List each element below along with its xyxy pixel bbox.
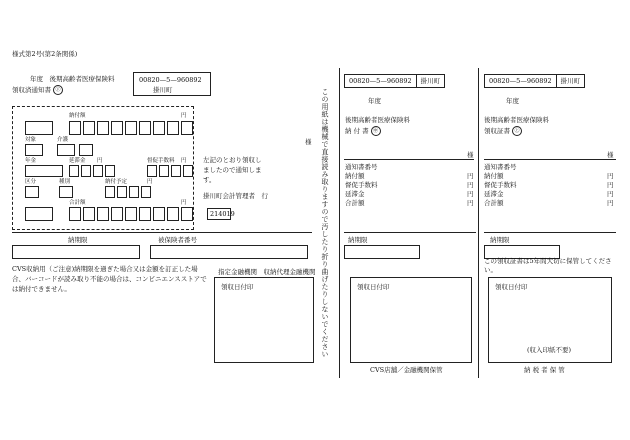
middle-hoken: 後期高齢者医療保険料: [345, 116, 410, 124]
label-entai: 延滞金: [69, 158, 86, 164]
middle-ryoshu-stamp: 領収日付印: [357, 283, 390, 291]
cell-r2-a: [25, 144, 43, 156]
cell-r5-3: [97, 207, 109, 221]
middle-yen-3: 円: [467, 190, 474, 198]
right-circle-mark: ㊤: [512, 126, 522, 136]
left-circle-mark: ㊦: [53, 85, 63, 95]
right-title-text: 領収証書: [484, 127, 510, 135]
cell-r2-b: [57, 144, 75, 156]
middle-yen-1: 円: [467, 172, 474, 180]
middle-row-4: 合計額: [345, 199, 365, 207]
right-row-2: 督促手数料: [484, 181, 517, 189]
middle-yen-2: 円: [467, 181, 474, 189]
middle-row-3: 延滞金: [345, 190, 365, 198]
middle-title: [345, 126, 381, 136]
cell-r5-7: [153, 207, 165, 221]
left-town: 掛川町: [153, 86, 173, 94]
yen-2: 円: [97, 158, 103, 164]
cell-r4-4: [141, 186, 151, 198]
right-yen-4: 円: [607, 199, 614, 207]
middle-circle-mark: ㊥: [371, 126, 381, 136]
cell-r5-6: [139, 207, 151, 221]
label-kaigo: 介護: [57, 137, 69, 143]
cell-r1-6: [139, 121, 151, 135]
label-tokusoku: 督促手数料: [147, 158, 175, 164]
middle-code: 00820—5—960892: [349, 77, 412, 85]
middle-footer: CVS店舗／金融機関保管: [370, 366, 443, 374]
middle-nokigen: 納期限: [348, 236, 368, 244]
form-label: 様式第2号(第2条関係): [12, 50, 78, 58]
middle-row-2: 督促手数料: [345, 181, 378, 189]
left-title-text: 領収済通知書: [12, 86, 51, 94]
label-gokei: 合計額: [69, 200, 86, 206]
yen-1: 円: [181, 113, 187, 119]
cell-r1-1: [69, 121, 81, 135]
right-row-0: 通知書番号: [484, 163, 517, 171]
cell-r1-2: [83, 121, 95, 135]
right-stamp-box: [488, 277, 612, 363]
right-sep-line: [484, 159, 616, 160]
left-message-1: 左記のとおり領収し: [203, 156, 262, 164]
left-ryoshu-stamp: 領収日付印: [221, 283, 254, 291]
left-manager: 掛川町会計管理者 行: [203, 192, 268, 200]
cell-r4-b: [59, 186, 73, 198]
right-yen-1: 円: [607, 172, 614, 180]
cell-r4-2: [117, 186, 127, 198]
cell-r1-9: [181, 121, 193, 135]
left-sama: 様: [305, 138, 312, 146]
yen-5: 円: [181, 200, 187, 206]
left-amount-frame: [12, 106, 194, 230]
right-town: 掛川町: [556, 75, 585, 87]
cell-r3-2: [81, 165, 91, 177]
left-title: [12, 85, 63, 95]
vertical-note: この用紙は機械で直接読み取りますので汚したり折り曲げたりしないでください: [321, 88, 329, 358]
cell-r2-c: [79, 144, 93, 156]
cell-r4-3: [129, 186, 139, 198]
cell-r5-4: [111, 207, 123, 221]
divider-left: [339, 68, 340, 378]
right-keep-note: この領収証書は5年間大切に保管してください。: [484, 257, 612, 274]
label-shubetsu: 種別: [59, 179, 71, 185]
cell-r1-8: [167, 121, 179, 135]
cell-r1-3: [97, 121, 109, 135]
divider-right: [478, 68, 479, 378]
cell-r3-5: [147, 165, 157, 177]
cell-r5-8: [167, 207, 179, 221]
left-nokigen-box: [12, 245, 140, 259]
cell-r5-a: [25, 207, 53, 221]
right-yen-3: 円: [607, 190, 614, 198]
cell-r3-4: [105, 165, 115, 177]
cell-r5-5: [125, 207, 137, 221]
middle-stamp-box: [350, 277, 472, 363]
middle-yen-4: 円: [467, 199, 474, 207]
middle-row-1: 納付額: [345, 172, 365, 180]
middle-nokigen-box: [344, 245, 420, 259]
label-taisho: 対象: [25, 137, 37, 143]
left-shitei: 指定金融機関 収納代理金融機関: [218, 268, 316, 276]
right-year: 年度: [506, 97, 519, 105]
left-year-line: 年度 後期高齢者医療保険料: [30, 75, 115, 83]
cell-r3-3: [93, 165, 103, 177]
label-nenkin: 年金: [25, 158, 37, 164]
left-number: 214019: [210, 210, 235, 218]
right-row-1: 納付額: [484, 172, 504, 180]
middle-header: [344, 74, 445, 88]
right-footer: 納 税 者 保 管: [524, 366, 565, 374]
left-message-3: す。: [203, 176, 216, 184]
middle-row-0: 通知書番号: [345, 163, 378, 171]
label-nofu-yoteibi: 納付予定: [105, 179, 128, 185]
cell-r5-1: [69, 207, 81, 221]
right-row-3: 延滞金: [484, 190, 504, 198]
left-hihokensha-box: [150, 245, 308, 259]
right-yen-2: 円: [607, 181, 614, 189]
cell-r1-a: [25, 121, 53, 135]
cell-r3-1: [69, 165, 79, 177]
right-code: 00820—5—960892: [489, 77, 552, 85]
middle-row-top-line: [344, 232, 476, 233]
left-nokigen: 納期限: [68, 236, 88, 244]
middle-town: 掛川町: [416, 75, 445, 87]
middle-sama: 様: [467, 151, 474, 159]
cell-r1-5: [125, 121, 137, 135]
right-inshi: (収入印紙不要): [527, 346, 572, 354]
cell-r1-4: [111, 121, 123, 135]
left-message-2: ましたので通知しま: [203, 166, 262, 174]
cell-r4-a: [25, 186, 39, 198]
left-code-box: [133, 72, 211, 96]
cell-r4-1: [105, 186, 115, 198]
cell-r5-9: [181, 207, 193, 221]
right-row-4: 合計額: [484, 199, 504, 207]
right-ryoshu-stamp: 領収日付印: [495, 283, 528, 291]
label-nofu-gaku: 納付額: [69, 113, 86, 119]
left-hihokensha: 被保険者番号: [158, 236, 197, 244]
cell-r3-6: [159, 165, 169, 177]
middle-year: 年度: [368, 97, 381, 105]
left-stamp-box: [214, 277, 314, 363]
right-header: [484, 74, 585, 88]
middle-sep-line: [344, 159, 474, 160]
right-title: [484, 126, 522, 136]
middle-title-text: 納 付 書: [345, 127, 369, 135]
right-hoken: 後期高齢者医療保険料: [484, 116, 549, 124]
cell-r3-a: [25, 165, 63, 177]
left-cvs-note: CVS収納用（ご注意)納期限を過ぎた場合又は金額を訂正した場合、バーコードが読み取り不能の場合は、コンビニエンスストアでは納付できません。: [12, 265, 207, 293]
left-row-top-line: [12, 232, 312, 233]
right-sama: 様: [607, 151, 614, 159]
cell-r5-2: [83, 207, 95, 221]
yen-4: 円: [147, 179, 153, 185]
right-nokigen: 納期限: [490, 236, 510, 244]
left-number-box: [207, 208, 235, 220]
right-row-top-line: [484, 232, 616, 233]
cell-r1-7: [153, 121, 165, 135]
cell-r3-7: [171, 165, 181, 177]
label-kubun: 区分: [25, 179, 37, 185]
yen-3: 円: [181, 158, 187, 164]
left-code: 00820—5—960892: [139, 76, 202, 84]
cell-r3-8: [183, 165, 193, 177]
